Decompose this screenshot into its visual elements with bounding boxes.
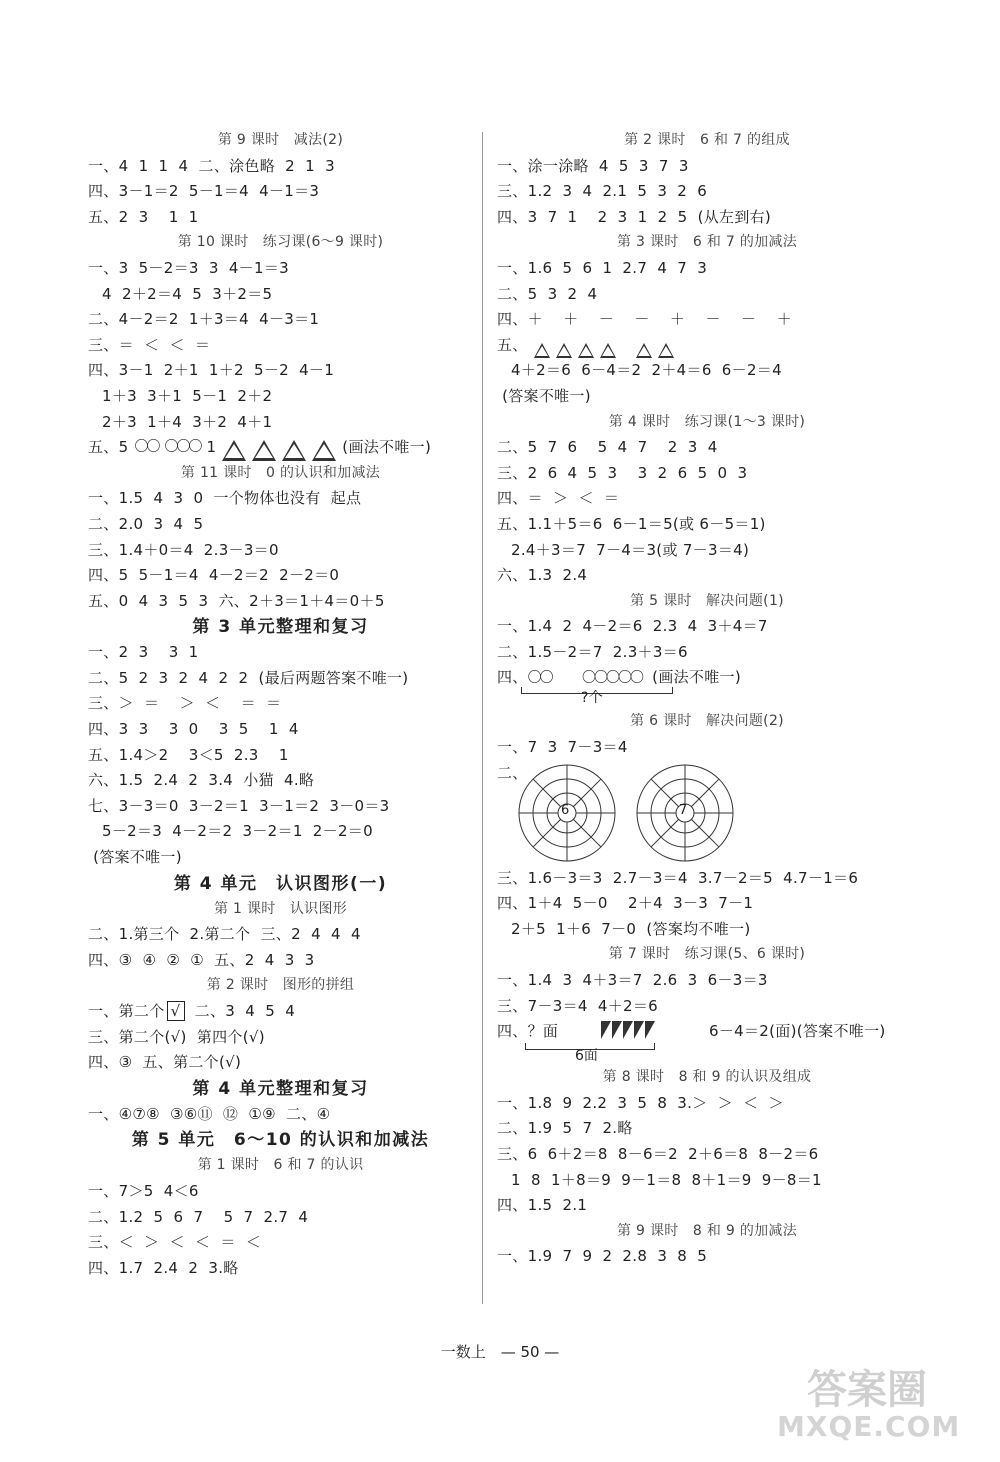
flag-shape xyxy=(634,1021,644,1039)
answer-line: 一、4 1 1 4 二、涂色略 2 1 3 xyxy=(88,156,335,175)
answer-text: 一、第二个 xyxy=(88,1002,165,1020)
answer-line: 三、1.4＋0＝4 2.3－3＝0 xyxy=(88,540,279,559)
unit-heading: 第 5 单元 6～10 的认识和加减法 xyxy=(131,1130,430,1151)
answer-text: 四、 xyxy=(497,668,528,687)
spacer xyxy=(642,668,652,686)
lesson-subtitle: 第 3 课时 6 和 7 的加减法 xyxy=(616,234,798,251)
number-wheel xyxy=(635,763,735,867)
unit-heading: 第 3 单元整理和复习 xyxy=(192,617,369,638)
lesson-subtitle: 第 7 课时 练习课(5、6 课时) xyxy=(608,946,806,963)
answer-note: (画法不唯一) xyxy=(652,668,741,687)
lesson-subtitle: 第 5 课时 解决问题(1) xyxy=(630,592,784,609)
answer-line: 五、0 4 3 5 3 六、2＋3＝1＋4＝0＋5 xyxy=(88,591,385,610)
answer-line: 一、1.8 9 2.2 3 5 8 3.＞ ＞ ＜ ＞ xyxy=(497,1093,784,1112)
watermark-url: MXQE.COM xyxy=(777,1410,961,1443)
answer-line: 5－2＝3 4－2＝2 3－2＝1 2－2＝0 xyxy=(102,822,373,841)
answer-text: 1 xyxy=(206,438,217,457)
left-column xyxy=(88,128,473,1281)
triangles-group xyxy=(636,343,674,358)
answer-line: 三、第二个(√) 第四个(√) xyxy=(88,1027,265,1046)
answer-text: 四、？面 xyxy=(497,1022,559,1041)
answer-line-shapes xyxy=(88,435,473,461)
answer-line: 四、3 3 3 0 3 5 1 4 xyxy=(88,720,299,739)
triangle-shape xyxy=(578,343,594,358)
answer-line: 二、5 2 3 2 4 2 2 (最后两题答案不唯一) xyxy=(88,668,409,687)
answer-line: 一、1.5 4 3 0 一个物体也没有 起点 xyxy=(88,489,362,508)
answer-line: 三、1.2 3 4 2.1 5 3 2 6 xyxy=(497,182,708,201)
answer-line: 1 8 1＋8＝9 9－1＝8 8＋1＝9 9－8＝1 xyxy=(511,1170,822,1189)
answer-line: 二、1.5－2＝7 2.3＋3＝6 xyxy=(497,642,688,661)
lesson-subtitle: 第 1 课时 6 和 7 的认识 xyxy=(197,1157,364,1174)
triangle-shape xyxy=(312,440,336,461)
answer-line-brace xyxy=(497,665,917,709)
lesson-subtitle: 第 9 课时 8 和 9 的加减法 xyxy=(616,1222,798,1239)
answer-line: 4 2＋2＝4 5 3＋2＝5 xyxy=(102,284,273,303)
lesson-subtitle: 第 9 课时 减法(2) xyxy=(217,132,344,148)
answer-line: 二、4－2＝2 1＋3＝4 4－3＝1 xyxy=(88,310,320,329)
answer-text: 二、 xyxy=(497,763,528,782)
answer-line-flags xyxy=(497,1019,917,1065)
answer-line: 五、1.1＋5＝6 6－1＝5(或 6－5＝1) xyxy=(497,514,766,533)
answer-line: 三、1.6－3＝3 2.7－3＝4 3.7－2＝5 4.7－1＝6 xyxy=(497,868,859,887)
lesson-subtitle: 第 4 课时 练习课(1～3 课时) xyxy=(608,413,806,430)
answer-line: 四、1.7 2.4 2 3.略 xyxy=(88,1258,239,1277)
answer-line: 五、2 3 1 1 xyxy=(88,207,199,226)
answer-line: 六、1.5 2.4 2 3.4 小猫 4.略 xyxy=(88,771,315,790)
answer-line: 三、7－3＝4 4＋2＝6 xyxy=(497,996,658,1015)
answer-line: 二、1.2 5 6 7 5 7 2.7 4 xyxy=(88,1207,309,1226)
answer-line: 四、1.5 2.1 xyxy=(497,1196,588,1215)
lesson-subtitle: 第 2 课时 图形的拼组 xyxy=(206,977,355,994)
triangle-shape xyxy=(600,343,616,358)
answer-line: 三、2 6 4 5 3 3 2 6 5 0 3 xyxy=(497,463,748,482)
answer-line: 2＋5 1＋6 7－0 (答案均不唯一) xyxy=(511,919,751,938)
triangle-shape xyxy=(252,440,276,461)
answer-note: (画法不唯一) xyxy=(342,438,432,457)
column-divider xyxy=(482,132,483,1304)
triangle-shape xyxy=(282,440,306,461)
triangle-shape xyxy=(222,440,246,461)
page-footer: 一数上 — 50 — xyxy=(440,1343,560,1361)
brace-label: 6面 xyxy=(575,1048,598,1065)
answer-line-wheels xyxy=(497,761,917,866)
lesson-subtitle: 第 2 课时 6 和 7 的组成 xyxy=(624,132,790,148)
lesson-subtitle: 第 10 课时 练习课(6～9 课时) xyxy=(177,234,384,251)
triangle-shape xyxy=(556,343,572,358)
wheel-center-number: 6 xyxy=(561,802,570,818)
lesson-subtitle: 第 11 课时 0 的认识和加减法 xyxy=(180,464,381,481)
answer-line: 三、＜ ＞ ＜ ＜ ＝ ＜ xyxy=(88,1233,262,1252)
unit-heading: 第 4 单元整理和复习 xyxy=(192,1078,369,1099)
triangles-group xyxy=(222,440,336,461)
flag-shape xyxy=(612,1021,622,1039)
right-column xyxy=(497,128,917,1270)
answer-line: 2＋3 1＋4 3＋2 4＋1 xyxy=(102,412,273,431)
lesson-subtitle: 第 8 课时 8 和 9 的认识及组成 xyxy=(602,1069,812,1086)
answer-line: 三、6 6＋2＝8 8－6＝2 2＋6＝8 8－2＝6 xyxy=(497,1145,819,1163)
circles-group: 〇〇 xyxy=(134,439,159,456)
answer-line: 四、3－1 2＋1 1＋2 5－2 4－1 xyxy=(88,361,335,380)
answer-line: 2.4＋3＝7 7－4＝3(或 7－3＝4) xyxy=(511,540,750,559)
answer-text: 二、3 4 5 4 xyxy=(184,1002,296,1020)
flag-shape xyxy=(645,1021,655,1039)
answer-line: 一、1.6 5 6 1 2.7 4 7 3 xyxy=(497,258,708,277)
answer-line: (答案不唯一) xyxy=(88,848,182,867)
circles-group: 〇〇〇 xyxy=(164,439,201,456)
answer-line: 四、＋ ＋ － － ＋ － － ＋ xyxy=(497,310,792,329)
answer-line: 4＋2＝6 6－4＝2 2＋4＝6 6－2＝4 xyxy=(511,361,782,380)
answer-line: 二、5 7 6 5 4 7 2 3 4 xyxy=(497,438,718,457)
triangles-group xyxy=(534,343,616,358)
circles-group: 〇〇〇〇〇 xyxy=(582,670,643,687)
answer-line: 四、5 5－1＝4 4－2＝2 2－2＝0 xyxy=(88,566,340,585)
answer-line: 二、1.9 5 7 2.略 xyxy=(497,1119,633,1138)
answer-line: 一、1.9 7 9 2 2.8 3 8 5 xyxy=(497,1247,708,1266)
unit-heading: 第 4 单元 认识图形(一) xyxy=(173,873,388,894)
answer-text: 6－4＝2(面)(答案不唯一) xyxy=(709,1022,886,1041)
answer-line: 一、7＞5 4＜6 xyxy=(88,1181,199,1200)
answer-line: 1＋3 3＋1 5－1 2＋2 xyxy=(102,386,273,405)
wheel-center-number: 7 xyxy=(679,802,688,818)
flag-shape xyxy=(623,1021,633,1039)
answer-line: 一、2 3 3 1 xyxy=(88,643,199,662)
spacer xyxy=(552,668,582,686)
answer-line-check xyxy=(88,999,473,1025)
answer-line: 六、1.3 2.4 xyxy=(497,566,588,585)
answer-text: 五、 xyxy=(497,335,528,354)
watermark-brand: 答案圈 xyxy=(807,1367,927,1413)
flags-drawing xyxy=(601,1021,656,1043)
answer-line: 三、＞ ＝ ＞ ＜ ＝ ＝ xyxy=(88,694,282,713)
triangle-shape xyxy=(534,343,550,358)
answer-line-triangles xyxy=(497,333,917,359)
answer-line: 一、涂一涂略 4 5 3 7 3 xyxy=(497,156,689,175)
check-mark-box: √ xyxy=(167,1001,185,1021)
answer-line: 四、③ 五、第二个(√) xyxy=(88,1053,242,1072)
answer-line: 一、1.4 2 4－2＝6 2.3 4 3＋4＝7 xyxy=(497,617,768,636)
answer-line: 一、7 3 7－3＝4 xyxy=(497,738,628,757)
circles-group: 〇〇 xyxy=(527,670,552,687)
answer-line: 四、3－1＝2 5－1＝4 4－1＝3 xyxy=(88,182,320,201)
triangle-shape xyxy=(658,343,674,358)
answer-line: 四、1＋4 5－0 2＋4 3－3 7－1 xyxy=(497,894,754,913)
answer-line: 一、1.4 3 4＋3＝7 2.6 3 6－3＝3 xyxy=(497,971,768,990)
answer-line: 七、3－3＝0 3－2＝1 3－1＝2 3－0＝3 xyxy=(88,796,390,815)
answer-line: 五、1.4＞2 3＜5 2.3 1 xyxy=(88,745,289,764)
answer-line: 二、2.0 3 4 5 xyxy=(88,514,204,533)
answer-line: 三、＝ ＜ ＜ ＝ xyxy=(88,335,211,354)
answer-line: 一、④⑦⑧ ③⑥⑪ ⑫ ①⑨ 二、④ xyxy=(88,1104,331,1123)
answer-text: 五、5 xyxy=(88,438,129,457)
answer-line: 二、1.第三个 2.第二个 三、2 4 4 4 xyxy=(88,925,361,944)
answer-line: 一、3 5－2＝3 3 4－1＝3 xyxy=(88,258,289,277)
number-wheel xyxy=(517,763,617,867)
flag-shape xyxy=(601,1021,611,1039)
lesson-subtitle: 第 1 课时 认识图形 xyxy=(213,900,348,917)
watermark-logo xyxy=(767,1358,982,1450)
answer-line: 四、③ ④ ② ① 五、2 4 3 3 xyxy=(88,950,315,969)
brace-label: ?个 xyxy=(581,690,604,707)
answer-line: 二、5 3 2 4 xyxy=(497,284,598,303)
answer-line: 四、3 7 1 2 3 1 2 5 (从左到右) xyxy=(497,207,772,226)
triangle-shape xyxy=(636,343,652,358)
lesson-subtitle: 第 6 课时 解决问题(2) xyxy=(630,713,784,730)
answer-line: (答案不唯一) xyxy=(497,386,591,405)
answer-line: 四、＝ ＞ ＜ ＝ xyxy=(497,489,620,508)
